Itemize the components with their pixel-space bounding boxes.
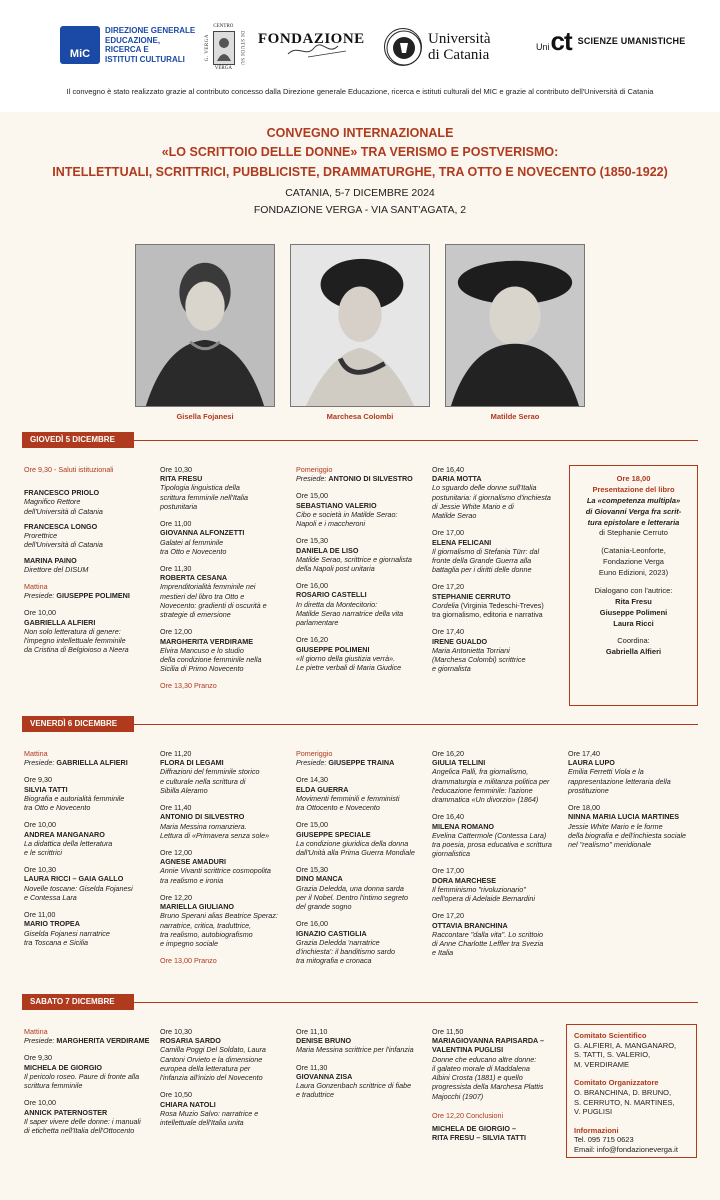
title-line-3: INTELLETTUALI, SCRITTRICI, PUBBLICISTE, DRAMMATURGHE, TRA OTTO E NOVECENTO (1850-1922) <box>52 165 668 179</box>
speaker-name: ANTONIO DI SILVESTRO <box>160 812 245 822</box>
talk-title: Maria Messina scrittrice per l'infanzia <box>296 1045 414 1055</box>
talk-title: Movimenti femminili e femministi tra Ottocento e Novecento <box>296 793 400 813</box>
discussant: Giuseppe Polimeni <box>599 607 668 617</box>
talk-time: Ore 10,50 <box>160 1090 192 1100</box>
speaker-name: SEBASTIANO VALERIO <box>296 500 377 510</box>
talk-title: Galatei al femminile tra Otto e Novecento <box>160 537 227 556</box>
session-label: Mattina <box>24 749 48 758</box>
day-header-thursday <box>0 432 720 454</box>
portrait-fojanesi <box>135 244 275 407</box>
chair-name: MARGHERITA VERDIRAME <box>56 1036 150 1046</box>
speaker-name: AGNESE AMADURI <box>160 857 227 867</box>
talk-title: Annie Vivanti scrittrice cosmopolita tra realismo e ironia <box>160 866 271 885</box>
day1-col2 <box>160 465 292 691</box>
talk-time: Ore 16,20 <box>432 749 464 758</box>
talk-time: Ore 11,20 <box>160 749 192 758</box>
dialog-label: Dialogano con l'autrice: <box>594 585 673 595</box>
talk-title: Emilia Ferretti Viola e la rappresentazione letteraria della prostituzione <box>568 767 671 795</box>
lunch-break: Ore 13,00 Pranzo <box>160 956 217 966</box>
portrait-caption: Gisella Fojanesi <box>176 412 234 421</box>
chair-line <box>24 758 156 767</box>
talk-title: Maria Messina romanziera. Lettura di «Primavera senza sole» <box>160 821 270 840</box>
speaker-name: DANIELA DE LISO <box>296 545 359 555</box>
talk-time: Ore 11,40 <box>160 803 192 813</box>
scienze-umanistiche-logo <box>536 26 686 56</box>
speaker-name: MARGHERITA VERDIRAME <box>160 636 254 646</box>
session-label: Pomeriggio <box>296 465 333 474</box>
talk-time: Ore 16,00 <box>296 581 328 591</box>
scientific-committee-label: Comitato Scientifico <box>574 1031 647 1040</box>
talk-time: Ore 15,00 <box>296 491 328 501</box>
day-label: VENERDÌ 6 DICEMBRE <box>22 716 134 732</box>
talk-title: Non solo letteratura di genere: l'impegno intellettuale femminile da Cristina di Belgioioso a Neera <box>24 626 129 655</box>
committees-box <box>566 1024 697 1158</box>
verga-left-text: G. VERGA <box>205 34 210 62</box>
talk-time: Ore 12,00 <box>160 627 192 637</box>
chair-label: Presiede: <box>296 758 327 768</box>
speaker-name: IGNAZIO CASTIGLIA <box>296 928 367 938</box>
verga-signature-icon <box>258 42 358 60</box>
speaker-role: Magnifico Rettore dell'Università di Catania <box>24 497 103 516</box>
closing-session: Ore 12,20 Conclusioni <box>432 1110 504 1120</box>
unict-seal-icon <box>384 28 422 66</box>
day3-col3 <box>296 1027 431 1100</box>
talk-title: Diffrazioni del femminile storico e culturale nella scrittura di Sibilla Aleramo <box>160 767 260 795</box>
talk-title-rest: (Virginia Tedeschi-Treves) tra giornalismo, editoria e narrativa <box>432 600 544 620</box>
talk-title: Lo sguardo delle donne sull'Italia postunitaria: il giornalismo d'inchiesta di Jessie White Mario e di Matilde Serao <box>432 483 551 521</box>
portrait-caption: Matilde Serao <box>490 412 540 421</box>
day2-col2 <box>160 749 295 965</box>
info-phone[interactable]: Tel. 095 715 0623 <box>574 1135 634 1145</box>
session-label: Mattina <box>24 581 48 591</box>
header <box>0 0 720 112</box>
chair-label: Presiede: <box>296 474 327 484</box>
talk-time: Ore 10,00 <box>24 608 56 618</box>
talk-time: Ore 15,30 <box>296 865 328 875</box>
speaker-name: ROBERTA CESANA <box>160 573 228 583</box>
speaker-name: ANDREA MANGANARO <box>24 829 105 839</box>
speaker-name: MARINA PAINO <box>24 555 77 565</box>
talk-title: «Il giorno della giustizia verrà». Le pietre verbali di Maria Giudice <box>296 653 402 672</box>
speaker-name: ANNICK PATERNOSTER <box>24 1107 108 1117</box>
day3-col2 <box>160 1027 295 1127</box>
chair-label: Presiede: <box>24 1036 55 1046</box>
talk-time: Ore 16,40 <box>432 465 464 474</box>
day-header-saturday <box>0 994 720 1016</box>
coordinator-label: Coordina: <box>617 636 650 646</box>
portrait-caption: Marchesa Colombi <box>326 412 394 421</box>
verga-top-text: CENTRO <box>213 23 234 29</box>
chair-name: GIUSEPPE POLIMENI <box>56 591 130 601</box>
talk-time: Ore 11,30 <box>296 1062 328 1072</box>
organizing-committee: O. BRANCHINA, D. BRUNO, S. CERRUTO, N. MARTINES, V. PUGLISI <box>574 1087 675 1117</box>
speaker-name: NINNA MARIA LUCIA MARTINES <box>568 812 679 822</box>
speaker-name: GIULIA TELLINI <box>432 758 486 768</box>
title-line-1: CONVEGNO INTERNAZIONALE <box>266 126 454 140</box>
talk-time: Ore 17,40 <box>568 749 600 758</box>
talk-time: Ore 14,30 <box>296 775 328 785</box>
talk-title: Cibo e società in Matilde Serao: Napoli e i maccheroni <box>296 509 398 529</box>
speaker-name: MICHELA DE GIORGIO <box>24 1062 102 1072</box>
talk-time: Ore 17,20 <box>432 911 464 921</box>
chair-line <box>24 1036 156 1045</box>
talk-title: Maria Antonietta Torriani (Marchesa Colombi) scrittrice e giornalista <box>432 645 526 674</box>
talk-time: Ore 11,00 <box>24 910 56 920</box>
discussant: Laura Ricci <box>613 618 654 628</box>
speaker-name: MILENA ROMANO <box>432 821 495 831</box>
session-opening: Ore 9,30 - Saluti istituzionali <box>24 465 114 474</box>
talk-title: Grazia Deledda 'narratrice d'inchiesta': il banditismo sardo tra mitografia e cronaca <box>296 937 396 966</box>
scienze-label: SCIENZE UMANISTICHE <box>577 35 686 46</box>
speaker-name: FLORA DI LEGAMI <box>160 758 224 768</box>
day3-col1 <box>24 1027 156 1135</box>
scientific-committee: G. ALFIERI, A. MANGANARO, S. TATTI, S. VALERIO, M. VERDIRAME <box>574 1040 677 1069</box>
speaker-name: IRENE GUALDO <box>432 636 488 646</box>
info-email[interactable]: Email: info@fondazioneverga.it <box>574 1144 678 1154</box>
talk-time: Ore 10,30 <box>160 465 192 474</box>
speaker-name: SILVIA TATTI <box>24 784 68 794</box>
acknowledgement-text: Il convegno è stato realizzato grazie al contributo concesso dalla Direzione generale Educazione, ricerca e istituti culturali del MIC e grazie al contributo dell'Università di Catania <box>66 87 654 96</box>
unict-name: Università di Catania <box>428 30 491 63</box>
talk-title: Tipologia linguistica della scrittura femminile nell'Italia postunitaria <box>160 483 249 511</box>
chair-label: Presiede: <box>24 758 55 768</box>
talk-title: Angelica Palli, fra giornalismo, drammaturgia e militanza politica per l'educazione femminile: l'azione drammatica «Un divorzio» (1864) <box>432 767 550 805</box>
day1-col1 <box>24 465 154 655</box>
info-label: Informazioni <box>574 1125 619 1135</box>
speaker-role: Direttore del DISUM <box>24 564 89 574</box>
book-publisher: (Catania-Leonforte, Fondazione Verga Euno Edizioni, 2023) <box>598 546 669 577</box>
talk-time: Ore 10,30 <box>160 1027 192 1036</box>
day1-col3 <box>296 465 431 672</box>
discussant: Rita Fresu <box>615 596 652 606</box>
talk-time: Ore 11,30 <box>160 563 192 573</box>
title-line-2: «LO SCRITTOIO DELLE DONNE» TRA VERISMO E POSTVERISMO: <box>161 145 559 159</box>
talk-title: Bruno Sperani alias Beatrice Speraz: narratrice, critica, traduttrice, tra realismo, autobiografismo e impegno sociale <box>160 911 278 948</box>
day2-col3 <box>296 749 431 965</box>
presentation-time: Ore 18,00 <box>616 474 651 483</box>
talk-title: Il saper vivere delle donne: i manuali di etichetta nell'Italia dell'Ottocento <box>24 1116 141 1135</box>
talk-time: Ore 11,50 <box>432 1027 464 1036</box>
lunch-break: Ore 13,30 Pranzo <box>160 681 217 691</box>
talk-time: Ore 10,00 <box>24 1098 56 1108</box>
talk-title: Biografia e autorialità femminile tra Otto e Novecento <box>24 793 125 813</box>
fondazione-logo <box>258 30 365 60</box>
presentation-label: Presentazione del libro <box>592 484 675 494</box>
book-author: di Stephanie Cerruto <box>599 528 668 538</box>
day3-col4 <box>432 1027 564 1142</box>
speaker-name: DORA MARCHESE <box>432 875 497 885</box>
talk-time: Ore 10,30 <box>24 865 56 875</box>
talk-time: Ore 12,00 <box>160 847 192 857</box>
talk-title: Rosa Muzio Salvo: narratrice e intellettuale dell'Italia unita <box>160 1108 259 1127</box>
talk-title: Donne che educano altre donne: il galateo morale di Maddalena Albini Crosta (1881) e quello progressista della Marchesa Plattis Majocchi (1907) <box>432 1054 544 1101</box>
day-label: SABATO 7 DICEMBRE <box>22 994 134 1010</box>
book-presentation-box <box>569 465 698 706</box>
mic-logo <box>60 26 195 64</box>
talk-time: Ore 17,40 <box>432 627 464 637</box>
talk-time: Ore 9,30 <box>24 1053 52 1063</box>
talk-time: Ore 16,40 <box>432 812 464 822</box>
talk-time: Ore 11,00 <box>160 519 192 529</box>
speaker-name: GABRIELLA ALFIERI <box>24 617 96 627</box>
talk-title: La didattica della letteratura e le scrittrici <box>24 838 113 857</box>
talk-title-italic: Cordelia <box>432 600 459 610</box>
day2-col1 <box>24 749 156 947</box>
speaker-name: GIOVANNA ZISA <box>296 1071 353 1081</box>
conference-title <box>0 124 720 219</box>
session-label: Pomeriggio <box>296 749 333 758</box>
portrait-colombi <box>290 244 430 407</box>
talk-title: Elvira Mancuso e lo studio della condizione femminile nella Sicilia di Primo Novecento <box>160 645 262 674</box>
verga-portrait-icon <box>213 31 235 65</box>
talk-time: Ore 17,20 <box>432 582 464 592</box>
speaker-name: LAURA LUPO <box>568 758 615 768</box>
chair-line <box>296 758 431 767</box>
talk-title: Jessie White Mario e le forme della biografia e dell'inchiesta sociale nel "realismo" meridionale <box>568 821 687 849</box>
talk-time: Ore 10,00 <box>24 820 56 830</box>
speaker-name: FRANCESCO PRIOLO <box>24 488 100 498</box>
day2-col4 <box>432 749 567 957</box>
speaker-name: MARIAGIOVANNA RAPISARDA – VALENTINA PUGLISI <box>432 1036 544 1055</box>
talk-title: Matilde Serao, scrittrice e giornalista della Napoli post unitaria <box>296 554 412 573</box>
fondazione-name: FONDAZIONE <box>258 31 365 47</box>
conference-date: CATANIA, 5-7 DICEMBRE 2024 <box>285 187 435 199</box>
talk-title: In diretta da Montecitorio: Matilde Serao narratrice della vita parlamentare <box>296 599 404 628</box>
chair-label: Presiede: <box>24 591 55 601</box>
talk-time: Ore 12,20 <box>160 892 192 902</box>
speaker-role: Prorettrice dell'Università di Catania <box>24 531 103 550</box>
speaker-name: GIUSEPPE SPECIALE <box>296 829 371 839</box>
chair-name: ANTONIO DI SILVESTRO <box>328 474 413 484</box>
organizing-committee-label: Comitato Organizzatore <box>574 1078 659 1088</box>
talk-time: Ore 9,30 <box>24 775 52 785</box>
verga-right-text: DI STUDI SU <box>238 30 244 66</box>
mic-name: DIREZIONE GENERALE EDUCAZIONE, RICERCA E ISTITUTI CULTURALI <box>105 26 196 64</box>
speaker-name: ELDA GUERRA <box>296 784 349 794</box>
speaker-name: DENISE BRUNO <box>296 1036 352 1046</box>
day2-col5 <box>568 749 708 849</box>
speaker-name: CHIARA NATOLI <box>160 1099 216 1109</box>
chair-name: GIUSEPPE TRAINA <box>328 758 395 768</box>
talk-title: Novelle toscane: Giselda Fojanesi e Contessa Lara <box>24 883 133 902</box>
talk-title: Raccontare "dalla vita". Lo scrittoio di Anne Charlotte Leffler tra Svezia e Italia <box>432 929 544 958</box>
talk-time: Ore 15,30 <box>296 536 328 546</box>
talk-title: Il pericolo roseo. Paure di fronte alla scrittura femminile <box>24 1071 140 1091</box>
verga-bottom-text: VERGA <box>214 65 232 71</box>
talk-time: Ore 16,20 <box>296 635 328 645</box>
uni-text: Uni <box>536 41 550 52</box>
speaker-name: ELENA FELICANI <box>432 537 492 547</box>
speaker-name: RITA FRESU <box>160 474 203 484</box>
talk-time: Ore 17,00 <box>432 866 464 876</box>
speaker-name: MARIELLA GIULIANO <box>160 902 234 912</box>
talk-time: Ore 16,00 <box>296 919 328 929</box>
centro-verga-logo <box>205 23 244 71</box>
speaker-name: LAURA RICCI – GAIA GALLO <box>24 874 124 884</box>
talk-time: Ore 18,00 <box>568 803 600 813</box>
mic-mark <box>60 26 100 64</box>
ct-mark: ct <box>550 26 572 56</box>
portrait-serao <box>445 244 585 407</box>
talk-title: Camilla Poggi Del Soldato, Laura Cantoni Orvieto e la dimensione europea della letteratura per l'infanzia all'inizio del Novecento <box>160 1045 266 1083</box>
talk-title <box>432 601 567 619</box>
speaker-name: FRANCESCA LONGO <box>24 521 98 531</box>
chair-line <box>24 591 154 600</box>
talk-title: La condizione giuridica della donna dall'Unità alla Prima Guerra Mondiale <box>296 838 415 857</box>
day-header-friday <box>0 716 720 738</box>
day1-col4 <box>432 465 567 673</box>
talk-title: Laura Gonzenbach scrittrice di fiabe e traduttrice <box>296 1081 412 1100</box>
speaker-name: ROSARIO CASTELLI <box>296 590 367 600</box>
closing-speakers: MICHELA DE GIORGIO – RITA FRESU – SILVIA TATTI <box>432 1123 526 1143</box>
speaker-name: STEPHANIE CERRUTO <box>432 591 511 601</box>
speaker-name: DARIA MOTTA <box>432 474 482 484</box>
speaker-name: ROSARIA SARDO <box>160 1036 221 1046</box>
talk-title: Evelina Cattermole (Contessa Lara) tra poesia, prosa educativa e scrittura giornalistica <box>432 830 552 859</box>
speaker-name: OTTAVIA BRANCHINA <box>432 920 508 930</box>
chair-name: GABRIELLA ALFIERI <box>56 758 128 768</box>
talk-title: Il femminismo "rivoluzionario" nell'opera di Adelaide Bernardini <box>432 884 535 904</box>
talk-time: Ore 15,00 <box>296 820 328 830</box>
mic-abbr: MiC <box>69 48 91 61</box>
unict-logo <box>384 28 490 66</box>
session-label: Mattina <box>24 1027 48 1036</box>
chair-line <box>296 474 431 483</box>
speaker-name: GIOVANNA ALFONZETTI <box>160 528 245 538</box>
speaker-name: DINO MANCA <box>296 874 343 884</box>
coordinator-name: Gabriella Alfieri <box>605 647 662 657</box>
talk-title: Imprenditorialità femminile nei mestieri del libro tra Otto e Novecento: gradienti di oscurità e strategie di emersione <box>160 582 267 620</box>
talk-title: Grazia Deledda, una donna sarda per il Nobel. Dentro l'intimo segreto del grande sogno <box>296 883 409 912</box>
talk-time: Ore 17,00 <box>432 528 464 538</box>
talk-title: Il giornalismo di Stefania Türr: dal fronte della Grande Guerra alla battaglia per i diritti delle donne <box>432 546 540 575</box>
speaker-name: GIUSEPPE POLIMENI <box>296 644 370 654</box>
day-label: GIOVEDÌ 5 DICEMBRE <box>22 432 134 448</box>
book-title: La «competenza multipla» di Giovanni Verga fra scrit- tura epistolare e letteraria <box>585 495 682 527</box>
talk-time: Ore 11,10 <box>296 1027 328 1036</box>
speaker-name: MARIO TROPEA <box>24 919 80 929</box>
conference-venue: FONDAZIONE VERGA - VIA SANT'AGATA, 2 <box>253 204 467 216</box>
talk-title: Giselda Fojanesi narratrice tra Toscana e Sicilia <box>24 928 110 947</box>
